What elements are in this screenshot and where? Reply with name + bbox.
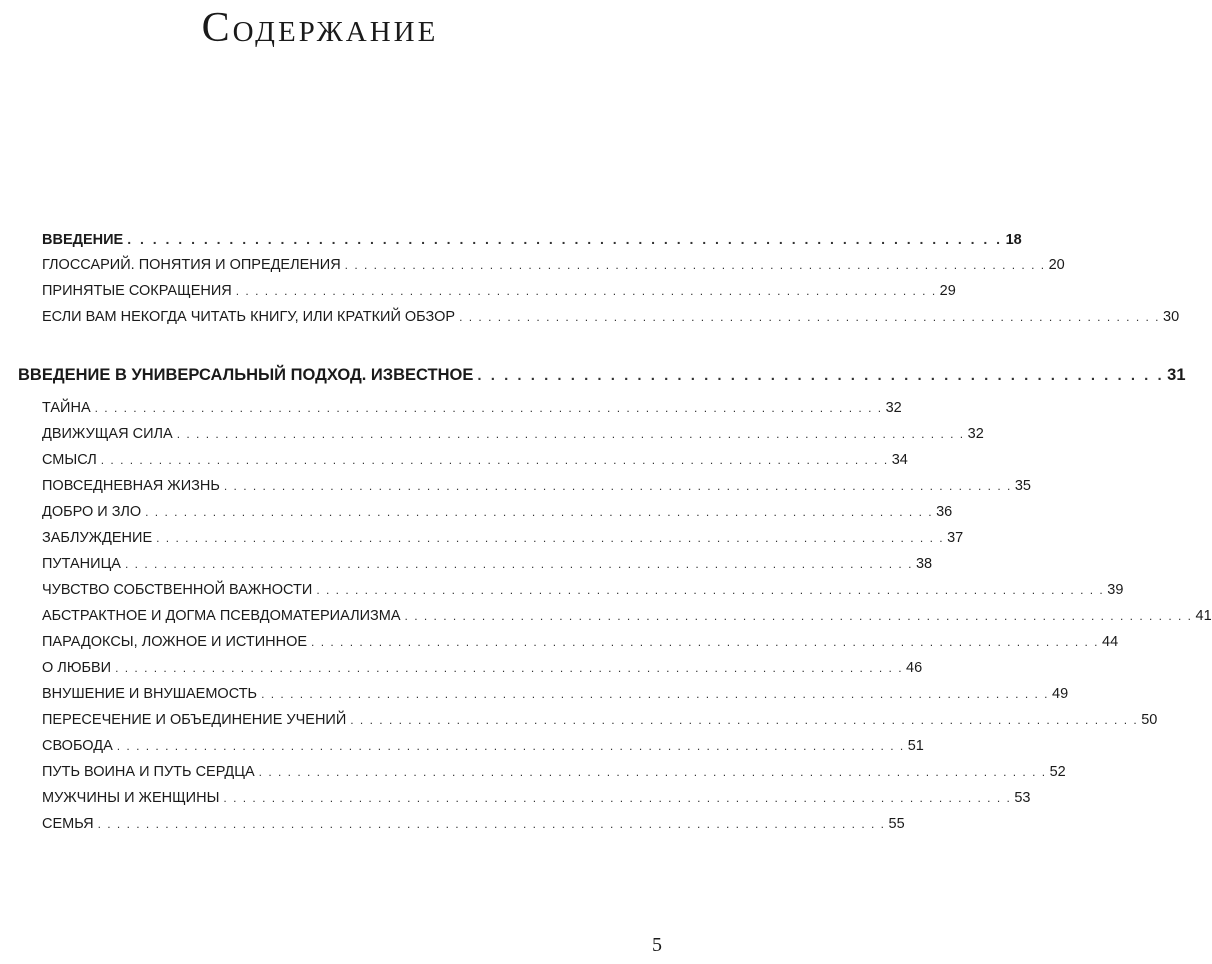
dot-leader: . . . . . . . . . . . . . . . . . . . . . . . . . . . . . . . . . . . . . . . . . . . . . . . . . . . . . . . . . . . . . . . . . . . . . . . . . [344, 258, 1046, 272]
toc-entry-chapter[interactable] [42, 631, 1119, 653]
dot-leader: . . . . . . . . . . . . . . . . . . . . . . . . . . . . . . . . . . . . . . . . . . . . . . . . . . . . . . . . . . . . . . . . . . . . . . . . . . . . . . . . . . [156, 531, 945, 545]
toc-page-number: 37 [947, 530, 964, 546]
toc-page-number: 55 [888, 816, 905, 832]
toc-page-number: 39 [1107, 582, 1124, 598]
toc-entry-chapter[interactable] [42, 657, 923, 679]
toc-page-number: 53 [1014, 790, 1031, 806]
toc-entry-chapter[interactable] [42, 423, 984, 445]
toc-entry-title: СЕМЬЯ [42, 816, 94, 832]
toc-entry-title: ВНУШЕНИЕ И ВНУШАЕМОСТЬ [42, 686, 258, 702]
toc-entry-title: ВВЕДЕНИЕ [42, 232, 124, 248]
toc-part-heading[interactable] [18, 364, 1186, 386]
toc-page-number: 32 [885, 400, 902, 416]
dot-leader: . . . . . . . . . . . . . . . . . . . . . . . . . . . . . . . . . . . . . . . . . . . . . . . . . . . . . . . . . . . . . . . . . . . . . . . . . [459, 310, 1161, 324]
toc-entry-chapter[interactable] [42, 761, 1066, 783]
page-number: 5 [652, 934, 662, 956]
toc-entry-title: ВВЕДЕНИЕ В УНИВЕРСАЛЬНЫЙ ПОДХОД. ИЗВЕСТНОЕ [18, 366, 474, 384]
toc-entry-chapter[interactable] [42, 475, 1031, 497]
dot-leader: . . . . . . . . . . . . . . . . . . . . . . . . . . . . . . . . . . . . . . . . . . . . . . . . . . . . . . . . . . . . . . . . . . . . . . . . . . . . . . . . . . [124, 557, 913, 571]
toc-page-number: 44 [1102, 634, 1119, 650]
dot-leader: . . . . . . . . . . . . . . . . . . . . . . . . . . . . . . . . . . . . . . . . . . . . . . . . . . . . . . . . . . . . . . . . . . . . . . . . . . . . . . . . . . [316, 583, 1105, 597]
dot-leader: . . . . . . . . . . . . . . . . . . . . . . . . . . . . . . . . . . . . . . . . . . . . . . . . . . . . . . . . . . . . . . . . . . . . . [127, 231, 1003, 247]
dot-leader: . . . . . . . . . . . . . . . . . . . . . . . . . . . . . . . . . . . . . . . . . . . . . . . . . . . . . . . . . . . . . . . . . . . . . . . . . . . . . . . . . . [145, 505, 934, 519]
toc-entry-title: ЕСЛИ ВАМ НЕКОГДА ЧИТАТЬ КНИГУ, ИЛИ КРАТКИЙ ОБЗОР [42, 309, 456, 325]
toc-entry-title: СВОБОДА [42, 738, 113, 754]
dot-leader: . . . . . . . . . . . . . . . . . . . . . . . . . . . . . . . . . . . . . . . . . . . . . . . . . . . . . . . . . . . . . . . . . . . . . . . . . [235, 284, 937, 298]
toc-entry-title: ПАРАДОКСЫ, ЛОЖНОЕ И ИСТИННОЕ [42, 634, 308, 650]
toc-page-number: 35 [1014, 478, 1031, 494]
toc-page-number: 51 [907, 738, 924, 754]
dot-leader: . . . . . . . . . . . . . . . . . . . . . . . . . . . . . . . . . . . . . . . . . . . . . . . . . . . . . . . . . . . . . . . . . . . . . . . . . . . . . . . . . . [116, 739, 905, 753]
toc-entry-title: ПРИНЯТЫЕ СОКРАЩЕНИЯ [42, 283, 232, 299]
toc-page-number: 36 [936, 504, 953, 520]
toc-entry-chapter[interactable] [42, 735, 924, 757]
toc-entry-title: ПОВСЕДНЕВНАЯ ЖИЗНЬ [42, 478, 220, 494]
toc-page-number: 41 [1195, 608, 1212, 624]
toc-entry-title: АБСТРАКТНОЕ И ДОГМА ПСЕВДОМАТЕРИАЛИЗМА [42, 608, 401, 624]
toc-entry-chapter[interactable] [42, 787, 1031, 809]
toc-entry-glossary[interactable] [42, 254, 1065, 276]
toc-entry-chapter[interactable] [42, 605, 1212, 627]
toc-entry-chapter[interactable] [42, 527, 964, 549]
toc-entry-chapter[interactable] [42, 579, 1124, 601]
dot-leader: . . . . . . . . . . . . . . . . . . . . . . . . . . . . . . . . . . . . . . . . . . . . . . . . . . . . [477, 367, 1165, 384]
page-title: Содержание [201, 5, 439, 51]
toc-page-number: 46 [906, 660, 923, 676]
dot-leader: . . . . . . . . . . . . . . . . . . . . . . . . . . . . . . . . . . . . . . . . . . . . . . . . . . . . . . . . . . . . . . . . . . . . . . . . . . . . . . . . . . [350, 713, 1139, 727]
toc-entry-chapter[interactable] [42, 813, 905, 835]
toc-page-number: 34 [891, 452, 908, 468]
toc-entry-chapter[interactable] [42, 709, 1158, 731]
dot-leader: . . . . . . . . . . . . . . . . . . . . . . . . . . . . . . . . . . . . . . . . . . . . . . . . . . . . . . . . . . . . . . . . . . . . . . . . . . . . . . . . . . [223, 479, 1012, 493]
toc-entry-title: СМЫСЛ [42, 452, 97, 468]
toc-entry-chapter[interactable] [42, 501, 953, 523]
toc-page-number: 52 [1049, 764, 1066, 780]
toc-entry-title: ГЛОССАРИЙ. ПОНЯТИЯ И ОПРЕДЕЛЕНИЯ [42, 257, 341, 273]
toc-entry-title: ЧУВСТВО СОБСТВЕННОЙ ВАЖНОСТИ [42, 582, 313, 598]
toc-page-number: 30 [1163, 309, 1180, 325]
toc-page-number: 49 [1052, 686, 1069, 702]
dot-leader: . . . . . . . . . . . . . . . . . . . . . . . . . . . . . . . . . . . . . . . . . . . . . . . . . . . . . . . . . . . . . . . . . . . . . . . . . . . . . . . . . . [176, 427, 965, 441]
toc-entry-title: О ЛЮБВИ [42, 660, 112, 676]
toc-page-number: 32 [967, 426, 984, 442]
toc-page-number: 20 [1048, 257, 1065, 273]
toc-entry-chapter[interactable] [42, 553, 933, 575]
toc-entry-title: МУЖЧИНЫ И ЖЕНЩИНЫ [42, 790, 220, 806]
dot-leader: . . . . . . . . . . . . . . . . . . . . . . . . . . . . . . . . . . . . . . . . . . . . . . . . . . . . . . . . . . . . . . . . . . . . . . . . . . . . . . . . . . [261, 687, 1050, 701]
dot-leader: . . . . . . . . . . . . . . . . . . . . . . . . . . . . . . . . . . . . . . . . . . . . . . . . . . . . . . . . . . . . . . . . . . . . . . . . . . . . . . . . . . [100, 453, 889, 467]
toc-entry-title: ПЕРЕСЕЧЕНИЕ И ОБЪЕДИНЕНИЕ УЧЕНИЙ [42, 712, 347, 728]
toc-entry-title: ЗАБЛУЖДЕНИЕ [42, 530, 153, 546]
toc-entry-chapter[interactable] [42, 449, 908, 471]
toc-entry-title: ДОБРО И ЗЛО [42, 504, 142, 520]
toc-page-number: 18 [1005, 232, 1022, 248]
toc-entry-title: ДВИЖУЩАЯ СИЛА [42, 426, 173, 442]
dot-leader: . . . . . . . . . . . . . . . . . . . . . . . . . . . . . . . . . . . . . . . . . . . . . . . . . . . . . . . . . . . . . . . . . . . . . . . . . . . . . . . . . . [404, 609, 1193, 623]
toc-page-number: 50 [1141, 712, 1158, 728]
toc-entry-title: ПУТЬ ВОИНА И ПУТЬ СЕРДЦА [42, 764, 255, 780]
dot-leader: . . . . . . . . . . . . . . . . . . . . . . . . . . . . . . . . . . . . . . . . . . . . . . . . . . . . . . . . . . . . . . . . . . . . . . . . . . . . . . . . . . [94, 401, 883, 415]
dot-leader: . . . . . . . . . . . . . . . . . . . . . . . . . . . . . . . . . . . . . . . . . . . . . . . . . . . . . . . . . . . . . . . . . . . . . . . . . . . . . . . . . . [115, 661, 904, 675]
toc-entry-chapter[interactable] [42, 683, 1069, 705]
toc-entry-title: ПУТАНИЦА [42, 556, 121, 572]
dot-leader: . . . . . . . . . . . . . . . . . . . . . . . . . . . . . . . . . . . . . . . . . . . . . . . . . . . . . . . . . . . . . . . . . . . . . . . . . . . . . . . . . . [97, 817, 886, 831]
toc-page-number: 31 [1167, 366, 1186, 384]
dot-leader: . . . . . . . . . . . . . . . . . . . . . . . . . . . . . . . . . . . . . . . . . . . . . . . . . . . . . . . . . . . . . . . . . . . . . . . . . . . . . . . . . . [223, 791, 1012, 805]
toc-entry-abbreviations[interactable] [42, 280, 956, 302]
dot-leader: . . . . . . . . . . . . . . . . . . . . . . . . . . . . . . . . . . . . . . . . . . . . . . . . . . . . . . . . . . . . . . . . . . . . . . . . . . . . . . . . . . [258, 765, 1047, 779]
toc-page-number: 29 [939, 283, 956, 299]
toc-entry-chapter[interactable] [42, 397, 902, 419]
toc-entry-overview[interactable] [42, 306, 1180, 328]
toc-entry-introduction[interactable] [42, 228, 1022, 250]
dot-leader: . . . . . . . . . . . . . . . . . . . . . . . . . . . . . . . . . . . . . . . . . . . . . . . . . . . . . . . . . . . . . . . . . . . . . . . . . . . . . . . . . . [311, 635, 1099, 649]
toc-page-number: 38 [915, 556, 933, 572]
toc-entry-title: ТАЙНА [42, 400, 91, 416]
